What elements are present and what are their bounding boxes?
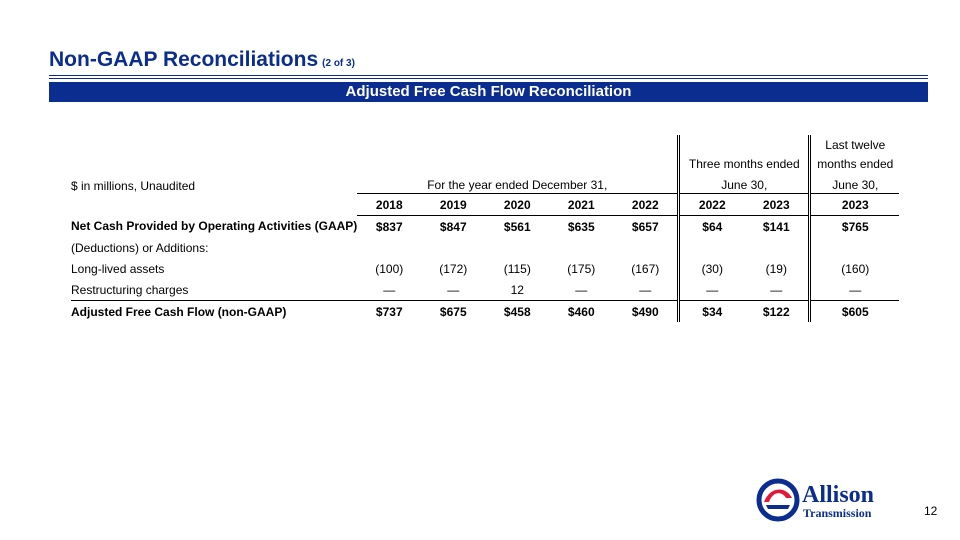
ltm-header-line2: months ended [810,155,900,173]
ltm-header-line1: Last twelve [810,135,900,155]
row-label: Restructuring charges [71,282,189,297]
table-cell: $122 [744,301,810,323]
table-row-deductions [71,237,899,258]
page-title [49,46,355,78]
year-header: 2018 [357,194,421,216]
row-label: Adjusted Free Cash Flow (non-GAAP) [71,301,357,323]
table-cell: $458 [485,301,549,323]
table-cell: — [447,282,460,297]
table-cell: (167) [631,261,660,276]
table-cell: (175) [567,261,596,276]
table-cell: $561 [503,219,531,234]
table-cell: $847 [439,219,467,234]
table-cell: (172) [439,261,468,276]
table-cell: (19) [765,261,787,276]
table-cell: $34 [679,301,745,323]
year-header: 2022 [613,194,679,216]
table-cell: $490 [613,301,679,323]
header-row-1 [71,135,899,155]
year-header: 2019 [421,194,485,216]
table-cell: (115) [503,261,531,276]
quarter-header-line2: June 30, [679,173,810,194]
table-cell: — [383,282,396,297]
logo-bar-icon [766,505,790,509]
unit-label: $ in millions, Unaudited [71,178,196,193]
logo-word-transmission: Transmission [803,506,872,520]
table-cell: — [810,279,900,301]
ltm-header-line3: June 30, [810,173,900,194]
page-number: 12 [924,504,938,518]
title-rule [49,75,928,76]
table-row-operating-cash [71,216,899,238]
table-cell: $460 [549,301,613,323]
table-cell: $657 [631,219,659,234]
table-cell: $765 [810,216,900,238]
table-cell: — [679,279,745,301]
table-cell: $64 [679,216,745,238]
table-cell: (100) [375,261,404,276]
row-label: Long-lived assets [71,261,165,276]
table-cell: $737 [357,301,421,323]
year-header-row [71,194,899,216]
table-row-long-lived-assets [71,258,899,279]
table-row-adjusted-fcf [71,301,899,323]
year-header: 2021 [549,194,613,216]
table-row-restructuring [71,279,899,301]
year-header: 2020 [485,194,549,216]
annual-group-header: For the year ended December 31, [427,178,608,192]
table-cell: $141 [762,219,790,234]
table-cell: $837 [375,219,403,234]
year-header: 2022 [679,194,745,216]
row-label: Net Cash Provided by Operating Activities (GAAP) [71,219,358,234]
table-cell: (30) [679,258,745,279]
allison-logo [756,478,924,522]
logo-ring-icon [759,481,797,519]
table-cell: 12 [510,282,524,297]
page-title-text: Non-GAAP Reconciliations [49,48,319,71]
table-cell: $635 [567,219,595,234]
table-cell: $675 [421,301,485,323]
row-label: (Deductions) or Additions: [71,240,209,255]
year-header: 2023 [810,194,900,216]
table-cell: — [575,282,588,297]
logo-swoosh-icon [764,489,792,502]
section-banner: Adjusted Free Cash Flow Reconciliation [49,82,928,102]
title-rule-secondary [49,78,928,79]
year-header: 2023 [744,194,810,216]
header-row-3 [71,173,899,194]
reconciliation-table [71,135,899,322]
quarter-header-line1: Three months ended [679,155,810,173]
table-cell: — [639,282,652,297]
table-cell: — [770,282,783,297]
table-cell: (160) [810,258,900,279]
page-subtitle: (2 of 3) [322,58,355,69]
table-cell: $605 [810,301,900,323]
header-row-2 [71,155,899,173]
logo-word-allison: Allison [802,482,875,508]
